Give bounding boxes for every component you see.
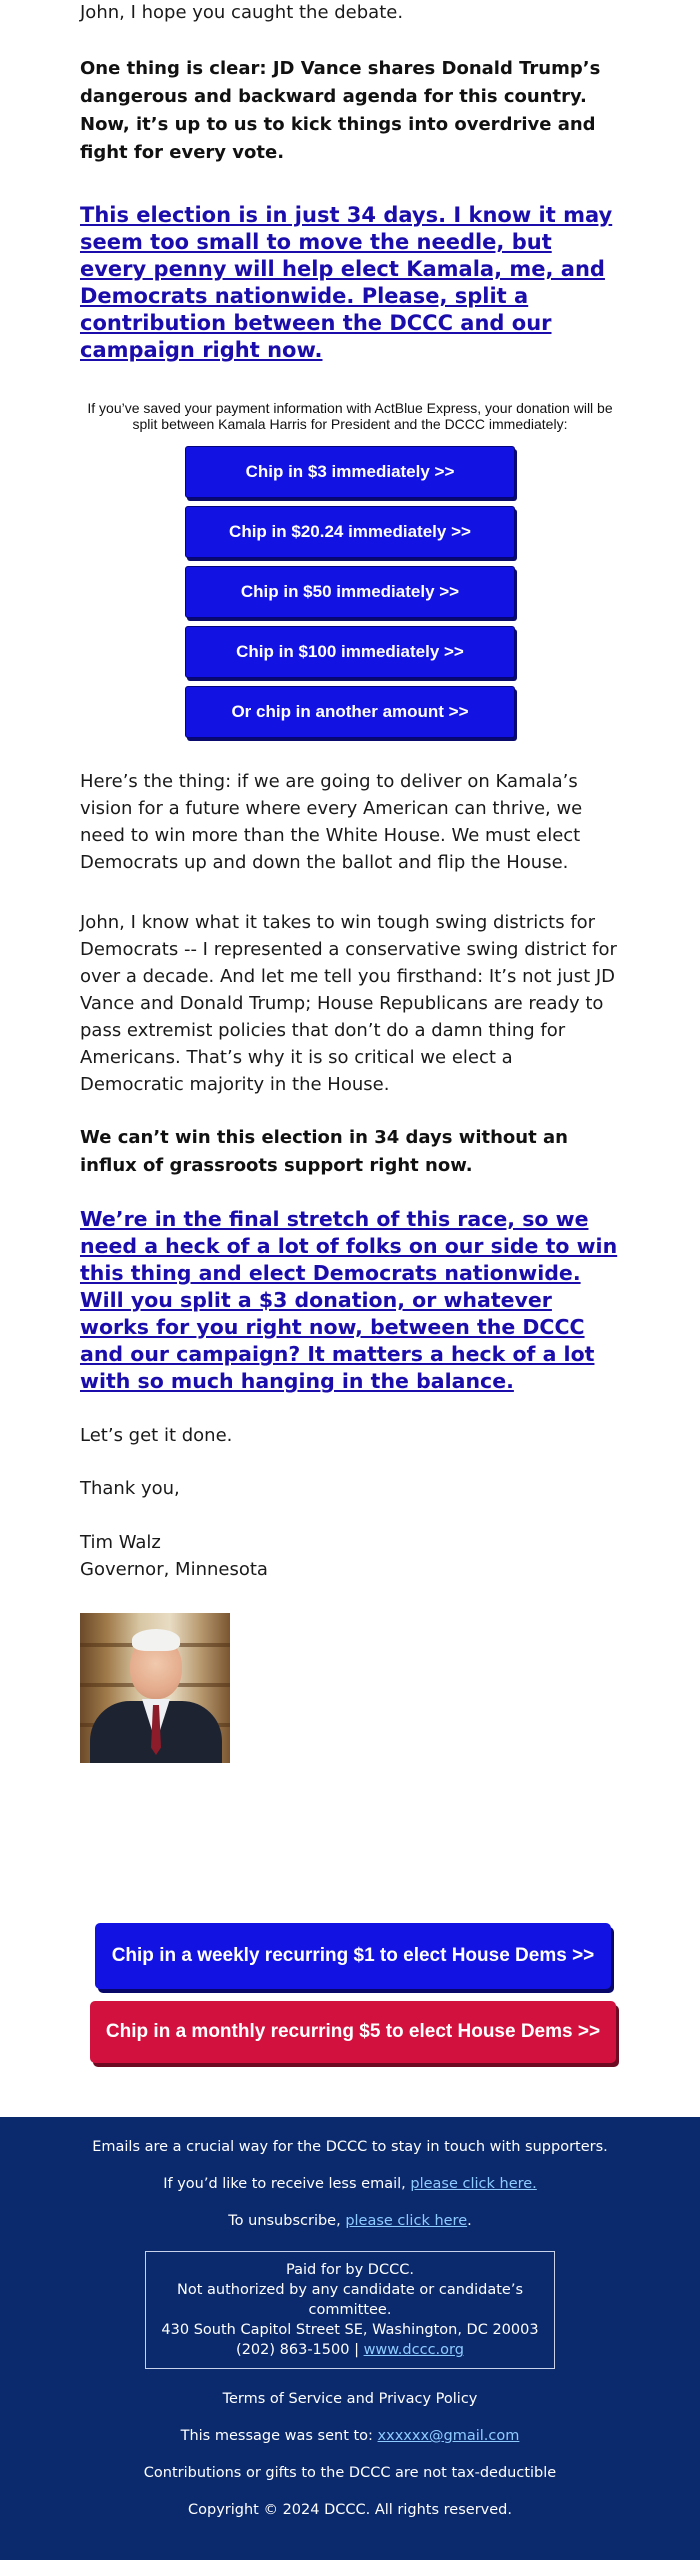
terms-link[interactable]: Terms of Service and Privacy Policy [222, 2391, 478, 2407]
chip-100-button[interactable]: Chip in $100 immediately >> [185, 626, 515, 678]
sent-to-text: This message was sent to: [180, 2428, 378, 2444]
chip-other-amount-button[interactable]: Or chip in another amount >> [185, 686, 515, 738]
recurring-cta-group [0, 1923, 700, 2063]
address-line: 430 South Capitol Street SE, Washington, DC 20003 [161, 2322, 539, 2338]
paid-for-line: Paid for by DCCC. [286, 2262, 414, 2278]
sent-to-line [40, 2426, 660, 2446]
paid-for-box [145, 2251, 555, 2369]
signer-name: Tim Walz [80, 1532, 161, 1553]
chip-button-stack [80, 446, 620, 738]
closing-line: Let’s get it done. [80, 1425, 233, 1446]
footer-less-email-line [40, 2174, 660, 2194]
spacer [0, 1763, 700, 1923]
chip-50-button[interactable]: Chip in $50 immediately >> [185, 566, 515, 618]
paragraph-swing-districts: John, I know what it takes to win tough swing districts for Democrats -- I represented a conservative swing district for over a decade. And let me tell you firsthand: It’s not just JD Vance and Donald Trump; House Republicans are ready to pass extremist policies that don’t do a damn thing for Americans. That’s why it is so critical we elect a Democratic majority in the House. [80, 912, 617, 1095]
unsubscribe-link[interactable]: please click here [345, 2213, 468, 2229]
unsubscribe-suffix: . [467, 2213, 472, 2229]
less-email-link[interactable]: please click here. [410, 2176, 537, 2192]
footer-unsubscribe-line [40, 2211, 660, 2231]
site-link[interactable]: www.dccc.org [363, 2342, 464, 2358]
portrait-hair [132, 1629, 180, 1651]
sent-to-email-link[interactable]: xxxxxx@gmail.com [377, 2428, 520, 2444]
bold-intro: One thing is clear: JD Vance shares Donald Trump’s dangerous and backward agenda for this country. Now, it’s up to us to kick things into overdrive and fight for every vote. [80, 58, 601, 163]
monthly-recurring-button[interactable]: Chip in a monthly recurring $5 to elect House Dems >> [90, 2001, 616, 2063]
greeting: John, I hope you caught the debate. [80, 2, 404, 23]
actblue-note: If you’ve saved your payment information with ActBlue Express, your donation will be split between Kamala Harris for President and the DCCC immediately: [87, 400, 613, 432]
tax-note: Contributions or gifts to the DCCC are not tax-deductible [143, 2465, 557, 2481]
not-authorized-line: Not authorized by any candidate or candidate’s committee. [177, 2282, 523, 2318]
donate-link-1[interactable]: This election is in just 34 days. I know it may seem too small to move the needle, but every penny will help elect Kamala, me, and Democrats nationwide. Please, split a contribution between the DCCC and our campaign right now. [80, 203, 613, 362]
signer-portrait-image [80, 1613, 230, 1763]
footer-emails-line: Emails are a crucial way for the DCCC to stay in touch with supporters. [92, 2139, 608, 2155]
thank-you: Thank you, [80, 1478, 180, 1499]
unsubscribe-text: To unsubscribe, [228, 2213, 346, 2229]
weekly-recurring-button[interactable]: Chip in a weekly recurring $1 to elect House Dems >> [95, 1923, 611, 1989]
chip-20-24-button[interactable]: Chip in $20.24 immediately >> [185, 506, 515, 558]
bold-grassroots: We can’t win this election in 34 days without an influx of grassroots support right now. [80, 1127, 568, 1176]
less-email-text: If you’d like to receive less email, [163, 2176, 411, 2192]
phone-text: (202) 863-1500 | [236, 2342, 364, 2358]
chip-3-button[interactable]: Chip in $3 immediately >> [185, 446, 515, 498]
paragraph-the-thing: Here’s the thing: if we are going to deliver on Kamala’s vision for a future where every American can thrive, we need to win more than the White House. We must elect Democrats up and down the ballot and flip the House. [80, 771, 583, 873]
copyright: Copyright © 2024 DCCC. All rights reserved. [188, 2502, 512, 2518]
phone-line [152, 2340, 548, 2360]
signer-title: Governor, Minnesota [80, 1559, 268, 1580]
donate-link-2[interactable]: We’re in the final stretch of this race, so we need a heck of a lot of folks on our side to win this thing and elect Democrats nationwide. Will you split a $3 donation, or whatever works for you right now, between the DCCC and our campaign? It matters a heck of a lot with so much hanging in the balance. [80, 1207, 618, 1393]
footer [0, 2117, 700, 2560]
